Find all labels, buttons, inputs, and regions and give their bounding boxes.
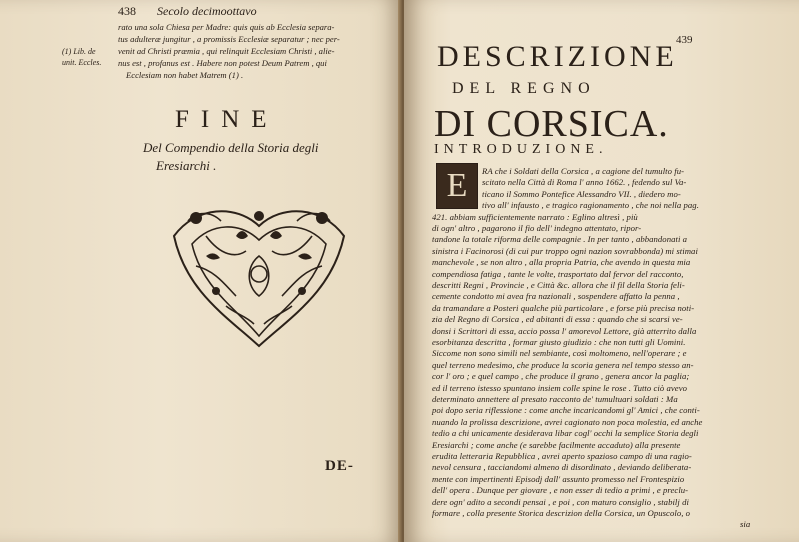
- left-running-head: Secolo decimoottavo: [157, 4, 257, 18]
- left-body-line: Ecclesiam non habet Matrem (1) .: [126, 70, 244, 80]
- right-body-line: Siccome non sono simili nel sembiante, così moltomeno, nell'operare ; e: [432, 348, 687, 359]
- left-body-line: rato una sola Chiesa per Madre: quis quis ab Ecclesia separa-: [118, 22, 335, 32]
- right-body-line: sinistra i Facinorosi (di cui pur troppo ogni nazion sovrabbonda) mi stimai: [432, 245, 698, 256]
- left-body-line: venit ad Christi præmia , qui relinquit Ecclesiam Christi , alie-: [118, 46, 335, 56]
- right-body-line: di ogn' altro , pagarono il fio dell' indegno attentato, ripor-: [432, 223, 642, 233]
- right-body-line: zia del Regno di Corsica , ed abitanti di essa : quando che si scarsi ve-: [432, 314, 683, 325]
- right-body-line: ticano il Sommo Pontefice Alessandro VII. , diedero mo-: [482, 188, 681, 199]
- right-body-line: ed il terreno istesso spuntano insiem colle spine le rose . Tutto ciò avevo: [432, 382, 688, 393]
- right-body-line: tandone la totale riforma delle compagnie . In per tanto , abbandonati a: [432, 234, 688, 245]
- right-body-line: compendiosa fatiga , tante le volte, trasportato dal fervor del racconto,: [432, 268, 684, 279]
- tailpiece-ornament: [166, 196, 352, 348]
- right-body-line: dere ogn' adito a secondi pensai , e poi , con maturo consiglio , stabilj di: [432, 496, 689, 507]
- right-body-line: manchevole , se non altro , alla propria Patria, che avendo in questa mia: [432, 257, 691, 268]
- left-page-number: 438: [118, 4, 136, 18]
- fine-subtitle: Eresiarchi .: [156, 158, 217, 173]
- right-body-line: esorbitanza descritta , formar giusto giudizio : che non tutti gli Uomini.: [432, 337, 686, 347]
- right-body-line: 421. abbiam sufficientemente narrato : Eglino altresì , più: [432, 211, 638, 222]
- right-body-line: da tramandare a Posteri qualche più particolare , e forse più precisa noti-: [432, 302, 695, 313]
- right-body-line: scitato nella Città di Roma l' anno 1662. , fedendo sul Va-: [482, 177, 687, 188]
- right-body-line: cor l' oro ; e quel campo , che produce il grano , genera ancor la paglia;: [432, 371, 690, 382]
- right-body-line: quel terreno medesimo, che produce la scoria genera nel tempo stesso an-: [432, 359, 694, 370]
- section-heading: INTRODUZIONE.: [434, 142, 608, 157]
- right-body-line: formare , colla presente Storica descrizion della Corsica, un Opuscolo, o: [432, 508, 691, 518]
- side-note: unit. Eccles.: [62, 58, 102, 67]
- title-line-1: DESCRIZIONE: [437, 40, 678, 73]
- title-line-2: DEL REGNO: [452, 80, 596, 97]
- catchword: DE-: [325, 458, 354, 474]
- right-body-line: Eresiarchi ; come anche (e sarebbe facilmente accaduto) alla presente: [432, 439, 681, 450]
- fine-heading: FINE: [175, 106, 279, 133]
- fine-subtitle: Del Compendio della Storia degli: [143, 140, 319, 155]
- right-body-line: donsi i Scrittori di essa, accio possa l' amorevol Lettore, già atterrito dalla: [432, 325, 697, 336]
- drop-cap: E: [436, 163, 478, 209]
- right-body-line: RA che i Soldati della Corsica , a cagione del tumulto fu-: [482, 166, 685, 176]
- left-body-line: nus est , profanus est . Habere non potest Deum Patrem , qui: [118, 58, 327, 68]
- right-body-line: tivo all' infausto , e tragico ragionamento , che noi nella pag.: [482, 200, 699, 211]
- right-body-line: descritti Regni , Provincie , e Città &c. allora che il fil della Storia feli-: [432, 280, 685, 290]
- right-body-line: tedio a chi unicamente desiderava libar cogl' occhi la semplice Storia degli: [432, 428, 699, 439]
- left-body-line: tus adulteræ jungitur , a promissis Ecclesiæ separatur ; nec per-: [118, 34, 340, 44]
- right-body-line: nevol censura , tacciandomi almeno di disordinato , deviando deliberata-: [432, 462, 692, 473]
- side-note: (1) Lib. de: [62, 47, 96, 56]
- right-page: [404, 0, 799, 542]
- right-body-line: erudita letteraria Repubblica , avrei aperto spazioso campo di una ragio-: [432, 451, 692, 461]
- right-body-line: poi dopo seria riflessione : come anche incaricandomi gl' Amici , che conti-: [432, 405, 700, 416]
- right-body-line: cemente condotto mi avea fra nazionali , sospendere affatto la penna ,: [432, 291, 680, 302]
- right-body-line: determinato annettere al presato racconto de' tumultuari soldati : Ma: [432, 394, 678, 404]
- right-body-line: nuando la prolissa descrizione, avrei cagionato non poca molestia, ed anche: [432, 416, 703, 427]
- right-body-line: dell' opera . Dunque per giovare , e non esser di tedio a primi , e preclu-: [432, 485, 689, 496]
- title-line-3: DI CORSICA.: [434, 103, 669, 145]
- right-body-line: mente con impertinenti Episodj dall' assunto promesso nel Frontespizio: [432, 473, 685, 484]
- right-page-number: 439: [676, 34, 693, 46]
- right-body-line: sia: [740, 519, 751, 530]
